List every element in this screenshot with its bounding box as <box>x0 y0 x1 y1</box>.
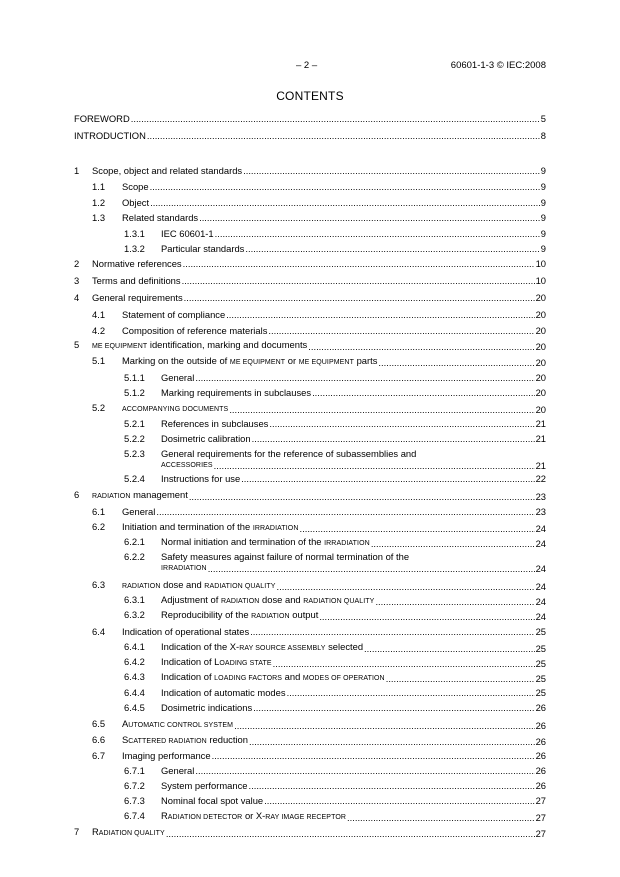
toc-entry[interactable] <box>74 356 546 367</box>
leader-dots <box>150 198 540 208</box>
toc-entry-title: Adjustment of RADIATION dose and RADIATION QUALITY ..... 24 <box>161 595 546 607</box>
toc-entry-title: RADIATION QUALITY ..... 27 <box>92 827 546 839</box>
leader-dots <box>253 703 534 713</box>
toc-entry-title: Composition of reference materials ..... 20 <box>122 326 546 336</box>
toc-entry-title: Indication of LOADING STATE ..... 25 <box>161 657 546 669</box>
toc-entry-title: Indication of automatic modes ..... 25 <box>161 688 546 698</box>
toc-entry-title: Related standards ..... 9 <box>122 213 546 223</box>
toc-page-number: 20 <box>535 357 546 368</box>
toc-page-number: 24 <box>535 581 546 592</box>
toc-entry-number: 4.2 <box>92 325 106 336</box>
toc-entry-number: 5.2.1 <box>124 418 145 429</box>
toc-entry-title: General ..... 20 <box>161 373 546 383</box>
toc-entry-title: Nominal focal spot value ..... 27 <box>161 796 546 806</box>
leader-dots <box>319 612 534 622</box>
toc-entry-title: Dosimetric indications ..... 26 <box>161 703 546 713</box>
leader-dots <box>241 474 534 484</box>
toc-entry-title: Indication of operational states ..... 25 <box>122 627 546 637</box>
leader-dots <box>375 597 534 607</box>
toc-entry[interactable] <box>74 419 546 430</box>
toc-entry-title: FOREWORD ..... 5 <box>74 114 546 124</box>
toc-page-number: 9 <box>540 228 546 239</box>
toc-page-number: 9 <box>540 212 546 223</box>
toc-entry[interactable] <box>74 552 546 574</box>
toc-entry[interactable] <box>74 213 546 224</box>
toc-entry-number: 1 <box>74 165 80 176</box>
toc-entry-number: 1.3.2 <box>124 243 145 254</box>
toc-entry-number: 6.7.4 <box>124 810 145 821</box>
toc-entry[interactable] <box>74 703 546 714</box>
leader-dots <box>215 229 540 239</box>
toc-page-number: 21 <box>535 418 546 429</box>
toc-page-number: 23 <box>535 506 546 517</box>
toc-page-number: 20 <box>535 387 546 398</box>
leader-dots <box>371 539 535 549</box>
toc-entry[interactable] <box>74 403 546 414</box>
toc-entry-number: 6.7.2 <box>124 780 145 791</box>
toc-entry[interactable] <box>74 719 546 730</box>
toc-entry-number: 6.4.1 <box>124 641 145 652</box>
toc-page-number: 20 <box>535 341 546 352</box>
toc-entry[interactable] <box>74 166 546 177</box>
toc-entry-title: RADIATION management ..... 23 <box>92 490 546 502</box>
toc-entry-title: Particular standards ..... 9 <box>161 244 546 254</box>
toc-entry-number: 6.3.1 <box>124 594 145 605</box>
toc-entry[interactable] <box>74 259 546 270</box>
toc-page-number: 9 <box>540 243 546 254</box>
toc-entry-title: Dosimetric calibration ..... 21 <box>161 434 546 444</box>
toc-entry[interactable] <box>74 229 546 240</box>
toc-entry-number: 6.4.3 <box>124 671 145 682</box>
toc-entry-number: 1.3 <box>92 212 106 223</box>
toc-entry-title: Normal initiation and termination of the IRRADIATION ..... 24 <box>161 537 546 549</box>
toc-entry-title: ACCOMPANYING DOCUMENTS ..... 20 <box>122 403 546 415</box>
toc-entry[interactable] <box>74 373 546 384</box>
toc-entry-title: Reproducibility of the RADIATION output ..... 24 <box>161 610 546 622</box>
toc-entry-number: 6.2.2 <box>124 551 145 562</box>
toc-entry[interactable] <box>74 198 546 209</box>
toc-page-number: 25 <box>535 643 546 654</box>
toc-entry[interactable] <box>74 474 546 485</box>
toc-entry-number: 7 <box>74 826 80 837</box>
toc-entry-title: Indication of the X-RAY SOURCE ASSEMBLY selected ..... 25 <box>161 642 546 654</box>
toc-entry-number: 6.7.3 <box>124 795 145 806</box>
toc-entry[interactable] <box>74 244 546 255</box>
leader-dots <box>277 582 535 592</box>
leader-dots <box>249 781 535 791</box>
leader-dots <box>156 507 534 517</box>
toc-entry-number: 6 <box>74 489 80 500</box>
toc-entry[interactable] <box>74 522 546 533</box>
leader-dots <box>243 166 540 176</box>
toc-entry-number: 5.2.2 <box>124 433 145 444</box>
toc-entry[interactable] <box>74 276 546 287</box>
toc-page-number: 25 <box>535 673 546 684</box>
toc-entry[interactable] <box>74 490 546 501</box>
toc-page-number: 23 <box>535 491 546 502</box>
leader-dots <box>183 259 535 269</box>
toc-page-number: 25 <box>535 687 546 698</box>
leader-dots <box>226 310 534 320</box>
toc-entry-title: General requirements for the reference of subassemblies and ACCESSORIES ..... 21 <box>161 449 546 471</box>
leader-dots <box>189 492 535 502</box>
toc-entry-title: ME EQUIPMENT identification, marking and documents ..... 20 <box>92 340 546 352</box>
toc-entry[interactable] <box>74 688 546 699</box>
toc-page-number: 20 <box>535 404 546 415</box>
toc-page-number: 26 <box>535 780 546 791</box>
leader-dots <box>234 721 534 731</box>
toc-entry[interactable] <box>74 340 546 351</box>
toc-entry-number: 1.1 <box>92 181 106 192</box>
toc-entry[interactable] <box>74 610 546 621</box>
toc-page-number: 9 <box>540 181 546 192</box>
leader-dots <box>386 674 535 684</box>
toc-entry-title: AUTOMATIC CONTROL SYSTEM ..... 26 <box>122 719 546 731</box>
toc-entry-number: 6.7.1 <box>124 765 145 776</box>
leader-dots <box>378 358 534 368</box>
toc-entry[interactable] <box>74 672 546 683</box>
toc-entry[interactable] <box>74 657 546 668</box>
toc-page-number: 26 <box>535 765 546 776</box>
toc-entry[interactable] <box>74 310 546 321</box>
toc-entry-title: Marking requirements in subclauses ..... 20 <box>161 388 546 398</box>
leader-dots <box>268 326 534 336</box>
toc-entry-number: 6.4.2 <box>124 656 145 667</box>
toc-entry-number: 5 <box>74 339 80 350</box>
toc-page-number: 20 <box>535 309 546 320</box>
leader-dots <box>166 829 535 839</box>
leader-dots <box>300 524 535 534</box>
leader-dots <box>199 213 540 223</box>
toc-entry[interactable] <box>74 735 546 746</box>
toc-entry-title: Imaging performance ..... 26 <box>122 751 546 761</box>
toc-entry[interactable] <box>74 293 546 304</box>
toc-page-number: 26 <box>535 720 546 731</box>
toc-entry-title: Scope, object and related standards ..... 9 <box>92 166 546 176</box>
page-number: – 2 – <box>296 60 318 71</box>
toc-entry-title: INTRODUCTION ..... 8 <box>74 131 546 141</box>
leader-dots <box>269 419 534 429</box>
toc-entry-title: System performance ..... 26 <box>161 781 546 791</box>
toc-page-number: 26 <box>535 702 546 713</box>
toc-page-number: 8 <box>540 130 546 141</box>
toc-entry-title: General ..... 26 <box>161 766 546 776</box>
toc-entry-number: 6.4 <box>92 626 106 637</box>
page-title: CONTENTS <box>276 89 344 103</box>
leader-dots <box>182 276 535 286</box>
toc-page-number: 24 <box>535 538 546 549</box>
toc-entry[interactable] <box>74 326 546 337</box>
leader-dots <box>287 688 535 698</box>
toc-page-number: 10 <box>535 275 546 286</box>
toc-page-number: 20 <box>535 372 546 383</box>
leader-dots <box>364 644 535 654</box>
toc-entry-number: 6.4.5 <box>124 702 145 713</box>
leader-dots <box>312 388 534 398</box>
toc-entry-number: 3 <box>74 275 80 286</box>
toc-entry[interactable] <box>74 434 546 445</box>
toc-entry[interactable] <box>74 580 546 591</box>
toc-entry[interactable] <box>74 182 546 193</box>
toc-entry[interactable] <box>74 131 546 142</box>
toc-entry-number: 6.2.1 <box>124 536 145 547</box>
leader-dots <box>150 182 540 192</box>
toc-entry[interactable] <box>74 751 546 762</box>
toc-entry-title: Statement of compliance ..... 20 <box>122 310 546 320</box>
toc-entry-number: 6.5 <box>92 718 106 729</box>
toc-page-number: 27 <box>535 812 546 823</box>
toc-entry-number: 6.1 <box>92 506 106 517</box>
toc-entry[interactable] <box>74 449 546 471</box>
toc-page-number: 5 <box>540 113 546 124</box>
toc-entry[interactable] <box>74 781 546 792</box>
leader-dots <box>249 737 535 747</box>
toc-entry-title: General ..... 23 <box>122 507 546 517</box>
toc-entry-number: 4.1 <box>92 309 106 320</box>
toc-page-number: 24 <box>535 596 546 607</box>
toc-entry-number: 5.1.2 <box>124 387 145 398</box>
toc-entry-number: 1.2 <box>92 197 106 208</box>
toc-page-number: 20 <box>535 292 546 303</box>
toc-entry-number: 6.4.4 <box>124 687 145 698</box>
toc-entry-number: 6.7 <box>92 750 106 761</box>
toc-entry-number: 5.2.3 <box>124 448 145 459</box>
toc-page-number: 27 <box>535 828 546 839</box>
toc-entry[interactable] <box>74 766 546 777</box>
toc-entry-number: 5.2 <box>92 402 106 413</box>
toc-entry[interactable] <box>74 796 546 807</box>
toc-entry-number: 4 <box>74 292 80 303</box>
toc-entry[interactable] <box>74 642 546 653</box>
toc-page-number: 22 <box>535 473 546 484</box>
toc-page-number: 20 <box>535 325 546 336</box>
toc-entry-title: Scope ..... 9 <box>122 182 546 192</box>
toc-page-number: 10 <box>535 258 546 269</box>
toc-entry-number: 6.6 <box>92 734 106 745</box>
leader-dots <box>147 131 540 141</box>
leader-dots <box>195 373 534 383</box>
toc-entry-title: SCATTERED RADIATION reduction ..... 26 <box>122 735 546 747</box>
toc-entry-title: Indication of LOADING FACTORS and MODES OF OPERATION ..... 25 <box>161 672 546 684</box>
leader-dots <box>252 434 535 444</box>
toc-entry-number: 5.1 <box>92 355 106 366</box>
leader-dots <box>347 813 535 823</box>
toc-entry-title: Safety measures against failure of normal termination of the IRRADIATION ..... 24 <box>161 552 546 574</box>
toc-entry-title: RADIATION dose and RADIATION QUALITY ..... 24 <box>122 580 546 592</box>
toc-page-number: 26 <box>535 736 546 747</box>
toc-page-number: 24 <box>535 563 546 574</box>
document-reference: 60601-1-3 © IEC:2008 <box>450 60 546 71</box>
toc-entry[interactable] <box>74 114 546 125</box>
toc-entry-title: Terms and definitions ..... 10 <box>92 276 546 286</box>
leader-dots <box>212 751 535 761</box>
leader-dots <box>208 564 535 574</box>
toc-entry[interactable] <box>74 537 546 548</box>
toc-entry-title: Instructions for use ..... 22 <box>161 474 546 484</box>
leader-dots <box>250 627 534 637</box>
toc-entry[interactable] <box>74 388 546 399</box>
leader-dots <box>184 293 535 303</box>
toc-entry[interactable] <box>74 827 546 838</box>
toc-page-number: 27 <box>535 795 546 806</box>
leader-dots <box>273 659 535 669</box>
toc-entry-number: 5.1.1 <box>124 372 145 383</box>
toc-entry-number: 5.2.4 <box>124 473 145 484</box>
toc-entry[interactable] <box>74 811 546 822</box>
toc-entry-title: Initiation and termination of the IRRADIATION ..... 24 <box>122 522 546 534</box>
toc-entry-number: 2 <box>74 258 80 269</box>
toc-page-number: 26 <box>535 750 546 761</box>
toc-entry-title: Object ..... 9 <box>122 198 546 208</box>
toc-entry-title: IEC 60601-1 ..... 9 <box>161 229 546 239</box>
toc-entry[interactable] <box>74 627 546 638</box>
toc-entry-title: Normative references ..... 10 <box>92 259 546 269</box>
leader-dots <box>131 114 540 124</box>
leader-dots <box>308 342 534 352</box>
toc-entry-number: 1.3.1 <box>124 228 145 239</box>
leader-dots <box>214 461 535 471</box>
leader-dots <box>245 244 539 254</box>
toc-entry-title: Marking on the outside of ME EQUIPMENT or ME EQUIPMENT parts ..... 20 <box>122 356 546 368</box>
toc-entry-number: 6.3.2 <box>124 609 145 620</box>
toc-page-number: 21 <box>535 433 546 444</box>
leader-dots <box>229 405 534 415</box>
toc-page-number: 9 <box>540 165 546 176</box>
toc-page-number: 24 <box>535 523 546 534</box>
toc-entry-number: 6.2 <box>92 521 106 532</box>
toc-page-number: 9 <box>540 197 546 208</box>
toc-entry[interactable] <box>74 595 546 606</box>
leader-dots <box>264 796 534 806</box>
toc-entry-title: General requirements ..... 20 <box>92 293 546 303</box>
toc-entry-title: References in subclauses ..... 21 <box>161 419 546 429</box>
toc-entry[interactable] <box>74 507 546 518</box>
toc-page-number: 25 <box>535 658 546 669</box>
toc-entry-title: RADIATION DETECTOR or X-RAY IMAGE RECEPTOR ..... 27 <box>161 811 546 823</box>
toc-page-number: 21 <box>535 460 546 471</box>
leader-dots <box>195 766 534 776</box>
toc-page-number: 24 <box>535 611 546 622</box>
toc-entry-number: 6.3 <box>92 579 106 590</box>
toc-page-number: 25 <box>535 626 546 637</box>
